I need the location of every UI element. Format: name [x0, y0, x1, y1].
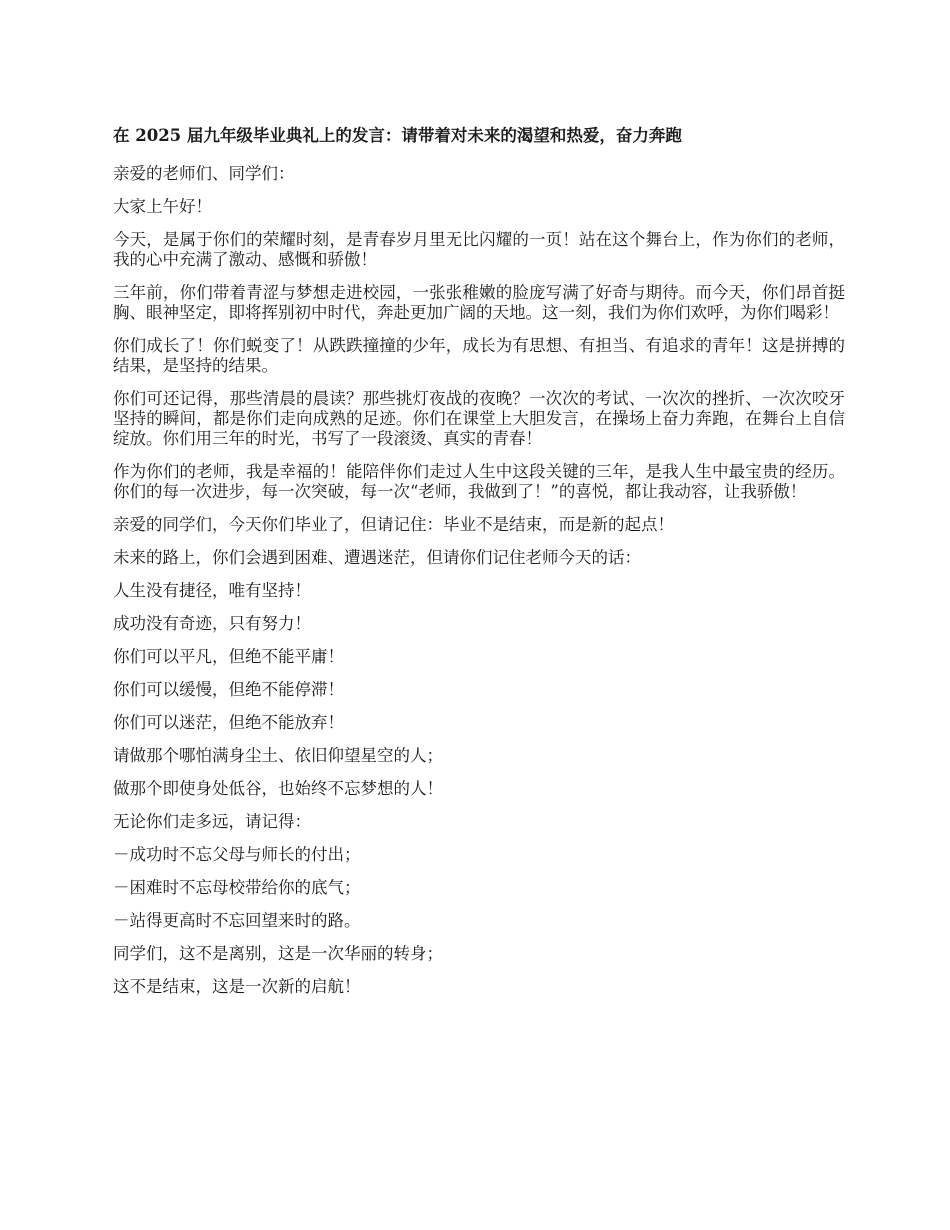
paragraph: 这不是结束，这是一次新的启航！: [113, 977, 361, 996]
paragraph: 请做那个哪怕满身尘土、依旧仰望星空的人；: [113, 746, 443, 765]
paragraph: 你们可以平凡，但绝不能平庸！: [113, 647, 344, 666]
list-item: －站得更高时不忘回望来时的路。: [113, 911, 361, 930]
list-item: －成功时不忘父母与师长的付出；: [113, 845, 361, 864]
paragraph: 亲爱的同学们，今天你们毕业了，但请记住：毕业不是结束，而是新的起点！: [113, 515, 674, 534]
paragraph-good-morning: 大家上午好！: [113, 197, 212, 216]
paragraph: 你们成长了！你们蜕变了！从跌跌撞撞的少年，成长为有思想、有担当、有追求的青年！这是拼搏的结果，是坚持的结果。: [113, 336, 845, 375]
paragraph: 今天，是属于你们的荣耀时刻，是青春岁月里无比闪耀的一页！站在这个舞台上，作为你们的老师，我的心中充满了激动、感慨和骄傲！: [113, 230, 845, 269]
document-page: [113, 126, 845, 1010]
document-title: 在 2025 届九年级毕业典礼上的发言：请带着对未来的渴望和热爱，奋力奔跑: [113, 126, 682, 145]
paragraph-greeting: 亲爱的老师们、同学们：: [113, 164, 295, 183]
paragraph: 三年前，你们带着青涩与梦想走进校园，一张张稚嫩的脸庞写满了好奇与期待。而今天，你们昂首挺胸、眼神坚定，即将挥别初中时代，奔赴更加广阔的天地。这一刻，我们为你们欢呼，为你们喝彩！: [113, 283, 845, 322]
paragraph: 人生没有捷径，唯有坚持！: [113, 581, 311, 600]
paragraph: 你们可以缓慢，但绝不能停滞！: [113, 680, 344, 699]
list-item: －困难时不忘母校带给你的底气；: [113, 878, 361, 897]
paragraph: 你们可以迷茫，但绝不能放弃！: [113, 713, 344, 732]
paragraph: 你们可还记得，那些清晨的晨读？那些挑灯夜战的夜晚？一次次的考试、一次次的挫折、一次次咬牙坚持的瞬间，都是你们走向成熟的足迹。你们在课堂上大胆发言，在操场上奋力奔跑，在舞台上自信绽放。你们用三年的时光，书写了一段滚烫、真实的青春！: [113, 389, 845, 448]
paragraph: 未来的路上，你们会遇到困难、遭遇迷茫，但请你们记住老师今天的话：: [113, 548, 641, 567]
paragraph: 无论你们走多远，请记得：: [113, 812, 311, 831]
paragraph: 做那个即使身处低谷，也始终不忘梦想的人！: [113, 779, 443, 798]
paragraph: 同学们，这不是离别，这是一次华丽的转身；: [113, 944, 443, 963]
paragraph: 作为你们的老师，我是幸福的！能陪伴你们走过人生中这段关键的三年，是我人生中最宝贵的经历。你们的每一次进步，每一次突破，每一次“老师，我做到了！”的喜悦，都让我动容，让我骄傲！: [113, 462, 845, 501]
paragraph: 成功没有奇迹，只有努力！: [113, 614, 311, 633]
